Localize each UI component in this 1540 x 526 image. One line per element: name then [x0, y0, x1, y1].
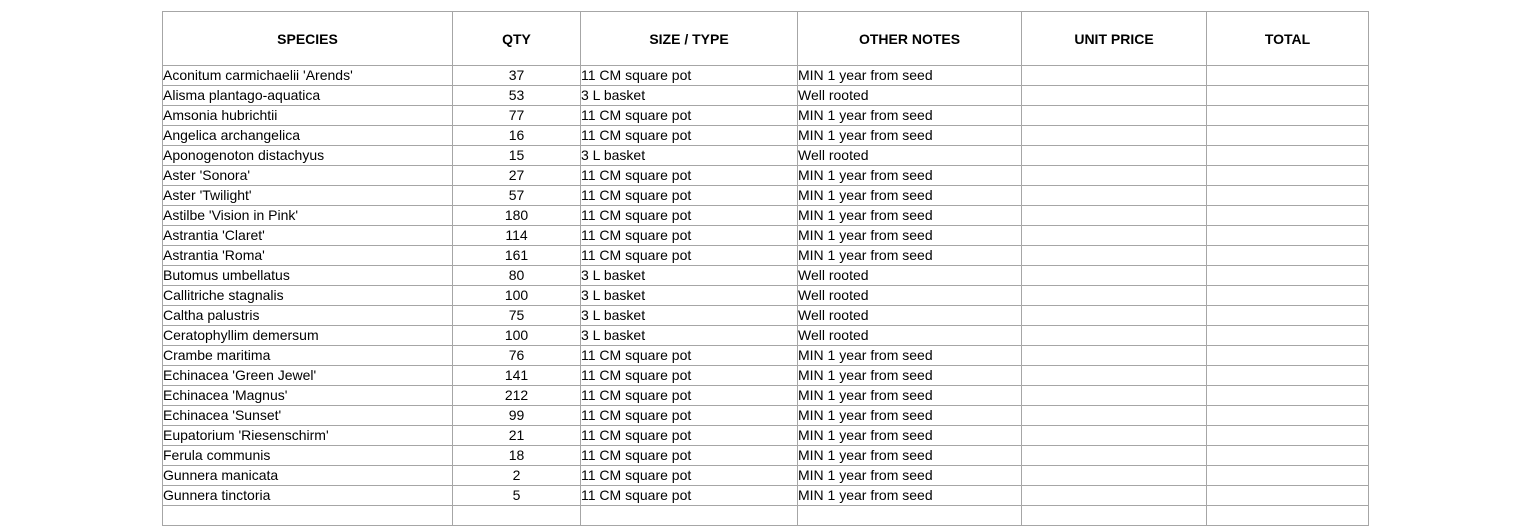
- cell-total: [1207, 326, 1369, 346]
- cell-other-notes: [798, 506, 1022, 526]
- cell-species: Eupatorium 'Riesenschirm': [163, 426, 453, 446]
- cell-unit-price: [1022, 126, 1207, 146]
- cell-size-type: 11 CM square pot: [581, 406, 798, 426]
- table-row: [163, 126, 1369, 146]
- table-row: [163, 206, 1369, 226]
- cell-species: Aponogenoton distachyus: [163, 146, 453, 166]
- cell-qty: 77: [453, 106, 581, 126]
- header-total: TOTAL: [1207, 12, 1369, 66]
- cell-species: Butomus umbellatus: [163, 266, 453, 286]
- cell-size-type: 3 L basket: [581, 86, 798, 106]
- cell-other-notes: Well rooted: [798, 286, 1022, 306]
- cell-unit-price: [1022, 286, 1207, 306]
- cell-total: [1207, 266, 1369, 286]
- cell-other-notes: MIN 1 year from seed: [798, 366, 1022, 386]
- cell-size-type: 11 CM square pot: [581, 126, 798, 146]
- cell-other-notes: MIN 1 year from seed: [798, 446, 1022, 466]
- cell-total: [1207, 446, 1369, 466]
- cell-unit-price: [1022, 486, 1207, 506]
- cell-species: Echinacea 'Magnus': [163, 386, 453, 406]
- cell-qty: 53: [453, 86, 581, 106]
- table-row: [163, 366, 1369, 386]
- table-row: [163, 386, 1369, 406]
- cell-qty: 57: [453, 186, 581, 206]
- cell-species: Astilbe 'Vision in Pink': [163, 206, 453, 226]
- cell-qty: 80: [453, 266, 581, 286]
- cell-qty: 99: [453, 406, 581, 426]
- cell-size-type: 11 CM square pot: [581, 246, 798, 266]
- cell-species: Aster 'Twilight': [163, 186, 453, 206]
- cell-unit-price: [1022, 446, 1207, 466]
- cell-unit-price: [1022, 186, 1207, 206]
- cell-other-notes: MIN 1 year from seed: [798, 386, 1022, 406]
- cell-total: [1207, 346, 1369, 366]
- cell-species: Echinacea 'Sunset': [163, 406, 453, 426]
- cell-species: Alisma plantago-aquatica: [163, 86, 453, 106]
- cell-species: Ceratophyllim demersum: [163, 326, 453, 346]
- cell-unit-price: [1022, 226, 1207, 246]
- header-row: [163, 12, 1369, 66]
- cell-size-type: 11 CM square pot: [581, 106, 798, 126]
- table-row: [163, 266, 1369, 286]
- cell-size-type: 3 L basket: [581, 266, 798, 286]
- cell-species: Echinacea 'Green Jewel': [163, 366, 453, 386]
- cell-species: Astrantia 'Roma': [163, 246, 453, 266]
- header-size-type: SIZE / TYPE: [581, 12, 798, 66]
- cell-species: Angelica archangelica: [163, 126, 453, 146]
- cell-other-notes: Well rooted: [798, 326, 1022, 346]
- cell-total: [1207, 166, 1369, 186]
- cell-qty: 16: [453, 126, 581, 146]
- cell-size-type: [581, 506, 798, 526]
- cell-total: [1207, 486, 1369, 506]
- cell-size-type: 11 CM square pot: [581, 486, 798, 506]
- cell-total: [1207, 106, 1369, 126]
- cell-species: Amsonia hubrichtii: [163, 106, 453, 126]
- table-row: [163, 406, 1369, 426]
- cell-other-notes: MIN 1 year from seed: [798, 466, 1022, 486]
- header-unit-price: UNIT PRICE: [1022, 12, 1207, 66]
- cell-species: Caltha palustris: [163, 306, 453, 326]
- cell-qty: 141: [453, 366, 581, 386]
- cell-other-notes: MIN 1 year from seed: [798, 486, 1022, 506]
- species-order-sheet: [162, 11, 1369, 526]
- header-qty: QTY: [453, 12, 581, 66]
- cell-size-type: 11 CM square pot: [581, 166, 798, 186]
- cell-qty: 37: [453, 66, 581, 86]
- cell-unit-price: [1022, 406, 1207, 426]
- cell-qty: 180: [453, 206, 581, 226]
- cell-species: Crambe maritima: [163, 346, 453, 366]
- table-row: [163, 446, 1369, 466]
- table-row: [163, 346, 1369, 366]
- table-row: [163, 246, 1369, 266]
- cell-species: Callitriche stagnalis: [163, 286, 453, 306]
- cell-other-notes: Well rooted: [798, 266, 1022, 286]
- cell-unit-price: [1022, 346, 1207, 366]
- cell-species: Ferula communis: [163, 446, 453, 466]
- cell-qty: 75: [453, 306, 581, 326]
- cell-total: [1207, 426, 1369, 446]
- table-row: [163, 146, 1369, 166]
- cell-qty: 100: [453, 286, 581, 306]
- table-row: [163, 306, 1369, 326]
- cell-unit-price: [1022, 106, 1207, 126]
- cell-other-notes: MIN 1 year from seed: [798, 426, 1022, 446]
- cell-total: [1207, 386, 1369, 406]
- cell-size-type: 11 CM square pot: [581, 226, 798, 246]
- cell-unit-price: [1022, 386, 1207, 406]
- cell-unit-price: [1022, 366, 1207, 386]
- cell-total: [1207, 246, 1369, 266]
- cell-other-notes: MIN 1 year from seed: [798, 166, 1022, 186]
- cell-total: [1207, 286, 1369, 306]
- cell-other-notes: MIN 1 year from seed: [798, 106, 1022, 126]
- cell-other-notes: MIN 1 year from seed: [798, 66, 1022, 86]
- cell-unit-price: [1022, 166, 1207, 186]
- cell-qty: [453, 506, 581, 526]
- cell-qty: 15: [453, 146, 581, 166]
- cell-qty: 2: [453, 466, 581, 486]
- cell-unit-price: [1022, 86, 1207, 106]
- cell-size-type: 11 CM square pot: [581, 346, 798, 366]
- cell-size-type: 11 CM square pot: [581, 466, 798, 486]
- cell-size-type: 3 L basket: [581, 146, 798, 166]
- table-row: [163, 486, 1369, 506]
- cell-qty: 5: [453, 486, 581, 506]
- cell-species: Gunnera tinctoria: [163, 486, 453, 506]
- cell-size-type: 3 L basket: [581, 306, 798, 326]
- table-row: [163, 466, 1369, 486]
- cell-qty: 21: [453, 426, 581, 446]
- table-row: [163, 66, 1369, 86]
- table-row: [163, 426, 1369, 446]
- cell-total: [1207, 126, 1369, 146]
- cell-qty: 161: [453, 246, 581, 266]
- table-row: [163, 506, 1369, 526]
- cell-unit-price: [1022, 66, 1207, 86]
- cell-size-type: 11 CM square pot: [581, 206, 798, 226]
- cell-qty: 212: [453, 386, 581, 406]
- cell-total: [1207, 86, 1369, 106]
- table-row: [163, 226, 1369, 246]
- cell-total: [1207, 226, 1369, 246]
- cell-other-notes: MIN 1 year from seed: [798, 226, 1022, 246]
- cell-unit-price: [1022, 506, 1207, 526]
- table-row: [163, 166, 1369, 186]
- cell-size-type: 3 L basket: [581, 326, 798, 346]
- cell-species: [163, 506, 453, 526]
- table-row: [163, 186, 1369, 206]
- cell-other-notes: MIN 1 year from seed: [798, 206, 1022, 226]
- cell-unit-price: [1022, 466, 1207, 486]
- cell-total: [1207, 206, 1369, 226]
- cell-other-notes: Well rooted: [798, 306, 1022, 326]
- cell-unit-price: [1022, 306, 1207, 326]
- cell-total: [1207, 306, 1369, 326]
- cell-size-type: 11 CM square pot: [581, 66, 798, 86]
- cell-unit-price: [1022, 326, 1207, 346]
- cell-qty: 100: [453, 326, 581, 346]
- species-table: [162, 11, 1369, 526]
- cell-other-notes: Well rooted: [798, 86, 1022, 106]
- cell-other-notes: MIN 1 year from seed: [798, 346, 1022, 366]
- cell-unit-price: [1022, 146, 1207, 166]
- cell-total: [1207, 146, 1369, 166]
- table-row: [163, 106, 1369, 126]
- cell-other-notes: MIN 1 year from seed: [798, 186, 1022, 206]
- cell-size-type: 11 CM square pot: [581, 446, 798, 466]
- cell-size-type: 11 CM square pot: [581, 186, 798, 206]
- cell-total: [1207, 466, 1369, 486]
- cell-size-type: 11 CM square pot: [581, 366, 798, 386]
- cell-size-type: 11 CM square pot: [581, 386, 798, 406]
- cell-qty: 76: [453, 346, 581, 366]
- cell-species: Aster 'Sonora': [163, 166, 453, 186]
- cell-species: Astrantia 'Claret': [163, 226, 453, 246]
- cell-species: Gunnera manicata: [163, 466, 453, 486]
- cell-total: [1207, 506, 1369, 526]
- cell-size-type: 11 CM square pot: [581, 426, 798, 446]
- cell-qty: 114: [453, 226, 581, 246]
- header-species: SPECIES: [163, 12, 453, 66]
- cell-unit-price: [1022, 266, 1207, 286]
- header-other-notes: OTHER NOTES: [798, 12, 1022, 66]
- cell-other-notes: Well rooted: [798, 146, 1022, 166]
- table-row: [163, 86, 1369, 106]
- cell-unit-price: [1022, 426, 1207, 446]
- cell-species: Aconitum carmichaelii 'Arends': [163, 66, 453, 86]
- cell-qty: 18: [453, 446, 581, 466]
- cell-other-notes: MIN 1 year from seed: [798, 126, 1022, 146]
- cell-unit-price: [1022, 246, 1207, 266]
- cell-total: [1207, 66, 1369, 86]
- cell-size-type: 3 L basket: [581, 286, 798, 306]
- cell-total: [1207, 366, 1369, 386]
- cell-unit-price: [1022, 206, 1207, 226]
- cell-other-notes: MIN 1 year from seed: [798, 406, 1022, 426]
- table-row: [163, 326, 1369, 346]
- cell-qty: 27: [453, 166, 581, 186]
- cell-total: [1207, 406, 1369, 426]
- table-row: [163, 286, 1369, 306]
- cell-other-notes: MIN 1 year from seed: [798, 246, 1022, 266]
- cell-total: [1207, 186, 1369, 206]
